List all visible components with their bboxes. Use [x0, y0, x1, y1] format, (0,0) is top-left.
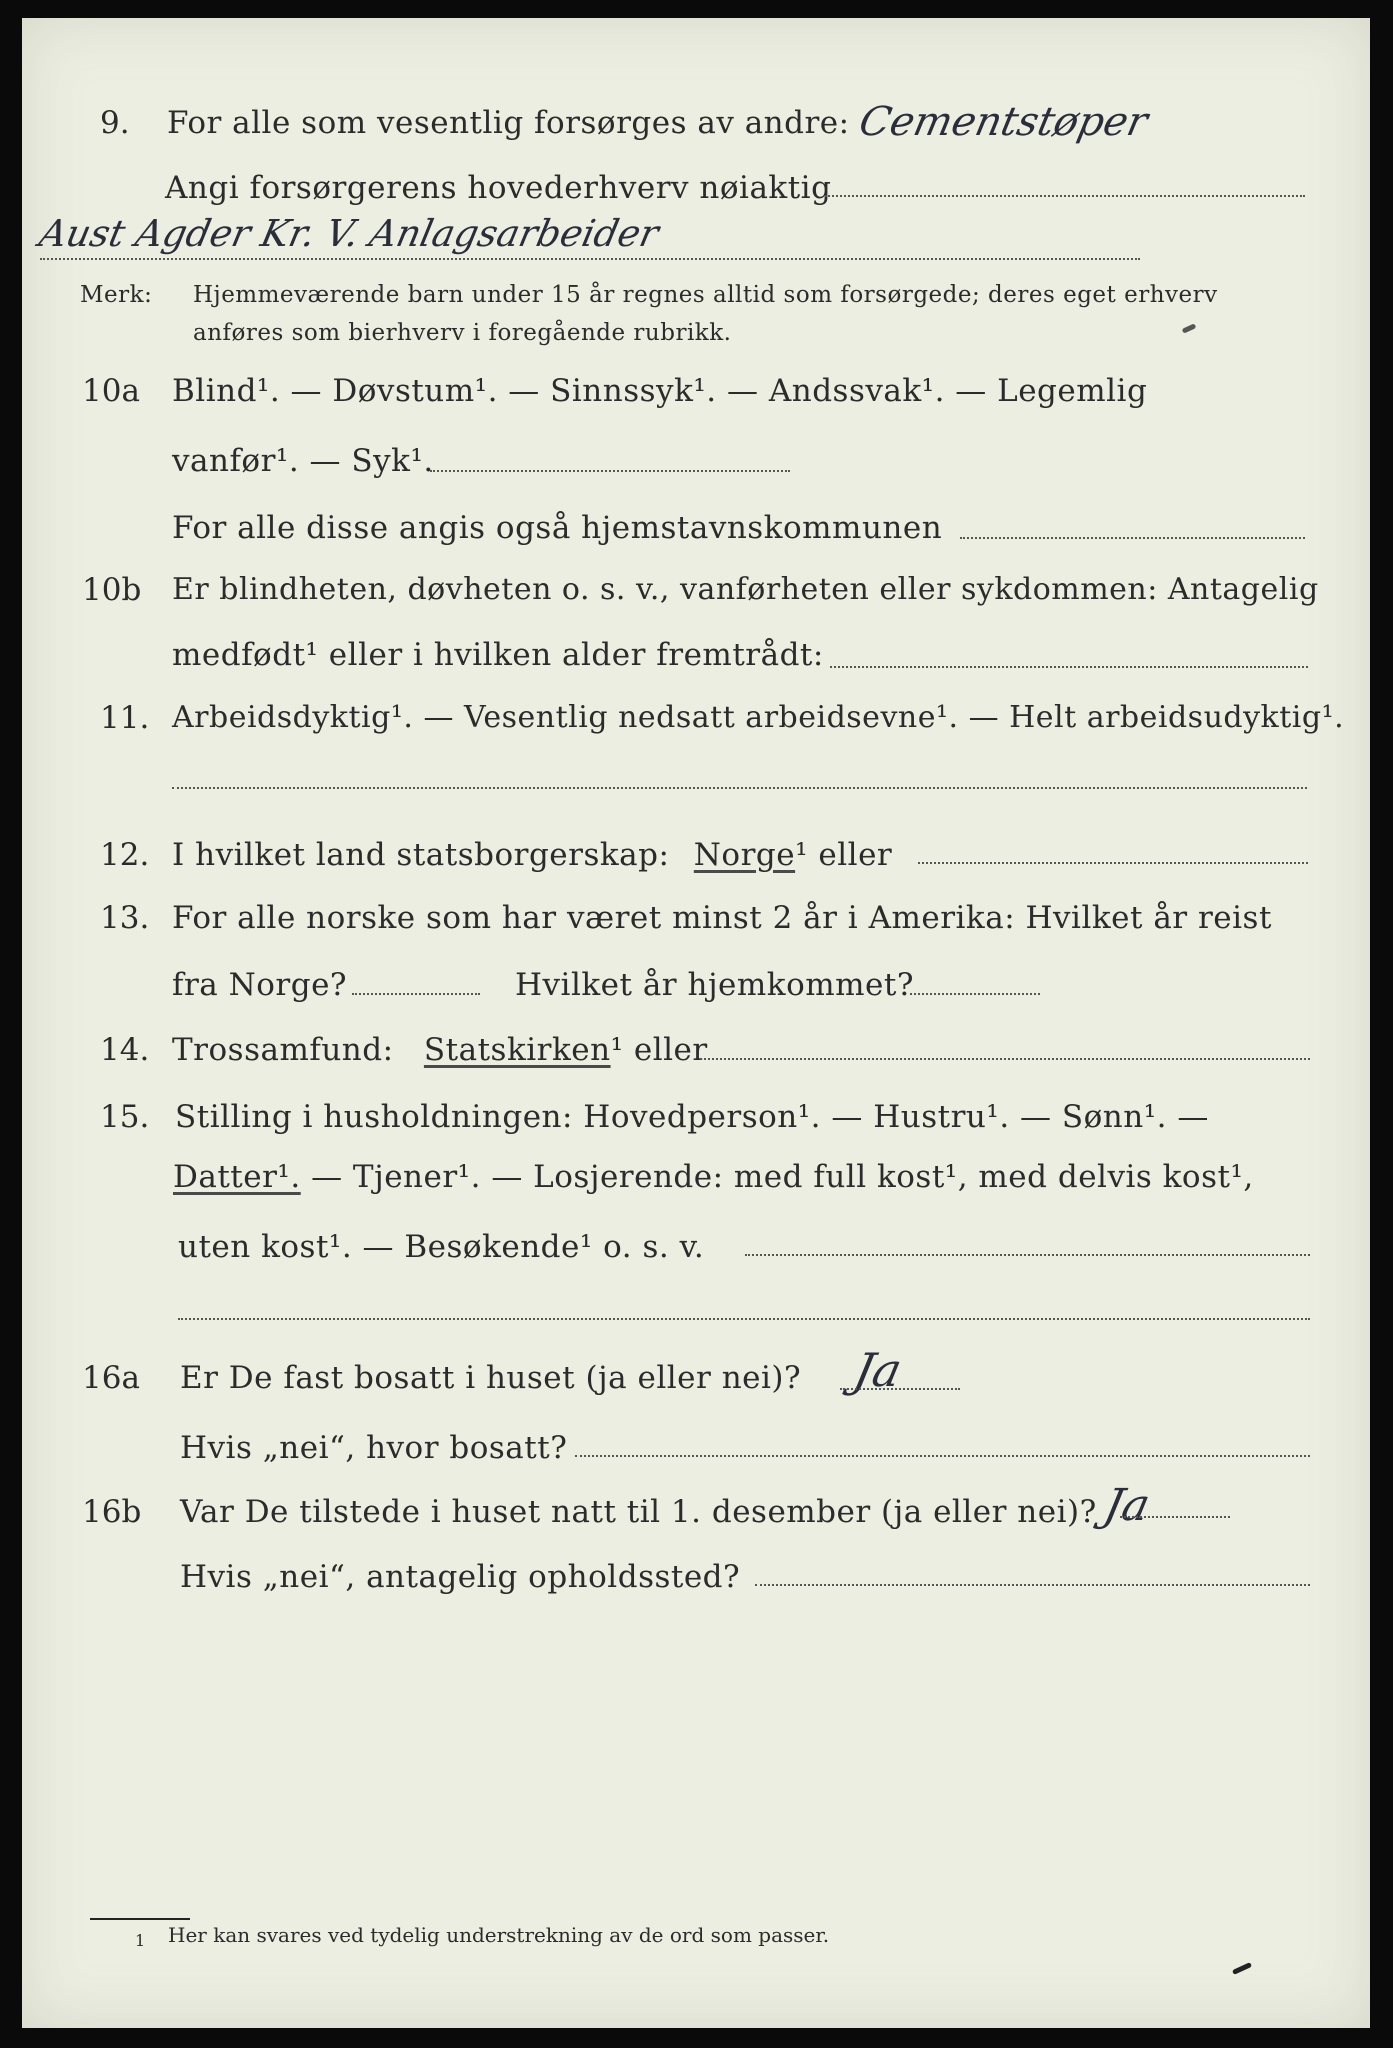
q16b-number: 16b	[82, 1494, 142, 1530]
merk-line1: Hjemmeværende barn under 15 år regnes alltid som forsørgede; deres eget erhverv	[193, 282, 1218, 308]
q16b-line2: Hvis „nei“, antagelig opholdssted?	[180, 1559, 741, 1595]
q16a-answer-line	[840, 1388, 960, 1390]
q10a-home-line[interactable]	[960, 537, 1305, 539]
q11-line1: Arbeidsdyktig¹. — Vesentlig nedsatt arbeidsevne¹. — Helt arbeidsudyktig¹.	[172, 700, 1345, 735]
q12-pre: I hvilket land statsborgerskap:	[172, 837, 670, 873]
q16b-where-line[interactable]	[755, 1584, 1310, 1586]
merk-label: Merk:	[80, 282, 153, 308]
q16b-answer-line	[1120, 1516, 1230, 1518]
q15-underlined-datter[interactable]: Datter¹.	[173, 1159, 301, 1195]
q15-line2-rest: — Tjener¹. — Losjerende: med full kost¹, med delvis kost¹,	[311, 1159, 1254, 1195]
q9-answer-location[interactable]: Aust Agder Kr. V. Anlagsarbeider	[35, 212, 663, 255]
q16a-answer[interactable]: Ja	[849, 1343, 907, 1397]
q15-line1: Stilling i husholdningen: Hovedperson¹. — Hustru¹. — Sønn¹. —	[175, 1099, 1209, 1135]
q9-line2: Angi forsørgerens hovederhverv nøiaktig	[165, 170, 832, 206]
q10a-number: 10a	[82, 373, 140, 409]
q14-pre: Trossamfund:	[172, 1032, 394, 1068]
q13-left-line[interactable]	[352, 993, 480, 995]
q12-number: 12.	[100, 837, 150, 873]
q13-line1: For alle norske som har været minst 2 år i Amerika: Hvilket år reist	[172, 900, 1272, 936]
q10a-line3: For alle disse angis også hjemstavnskommunen	[172, 510, 943, 546]
q10a-answer-line[interactable]	[430, 470, 790, 472]
merk-line2: anføres som bierhverv i foregående rubrikk.	[193, 320, 732, 346]
q14-line	[172, 1030, 708, 1070]
q16a-where-line[interactable]	[575, 1455, 1310, 1457]
q11-answer-line[interactable]	[172, 787, 1307, 789]
q16b-line1: Var De tilstede i huset natt til 1. desember (ja eller nei)?	[180, 1494, 1097, 1530]
q12-underlined-norge[interactable]: Norge	[693, 837, 796, 873]
q9-number: 9.	[100, 105, 130, 141]
q10b-answer-line[interactable]	[830, 666, 1308, 668]
q13-line2b: Hvilket år hjemkommet?	[515, 967, 914, 1003]
q16a-line2: Hvis „nei“, hvor bosatt?	[180, 1430, 568, 1466]
q13-number: 13.	[100, 900, 150, 936]
q13-return-line[interactable]	[910, 993, 1040, 995]
footnote-mark: 1	[135, 1931, 146, 1950]
q12-answer-line[interactable]	[918, 862, 1308, 864]
q10b-line2: medfødt¹ eller i hvilken alder fremtrådt:	[172, 637, 824, 673]
footnote-text: Her kan svares ved tydelig understrekning av de ord som passer.	[168, 1923, 830, 1947]
q15-line3: uten kost¹. — Besøkende¹ o. s. v.	[178, 1229, 705, 1265]
q15-answer-line[interactable]	[745, 1254, 1310, 1256]
q16b-answer[interactable]: Ja	[1099, 1480, 1155, 1531]
q14-post: ¹ eller	[610, 1032, 708, 1068]
q15-number: 15.	[100, 1099, 150, 1135]
q16a-line1: Er De fast bosatt i huset (ja eller nei)?	[180, 1360, 802, 1396]
q12-post: ¹ eller	[795, 837, 893, 873]
q13-line2a: fra Norge?	[172, 967, 348, 1003]
q9-answer-occupation[interactable]: Cementstøper	[855, 99, 1152, 145]
q9-line1: For alle som vesentlig forsørges av andre:	[167, 105, 850, 141]
q15-line2	[173, 1157, 1254, 1197]
q16a-number: 16a	[82, 1360, 140, 1396]
q14-answer-line[interactable]	[700, 1058, 1310, 1060]
q15-answer-line2[interactable]	[178, 1318, 1310, 1320]
footnote-rule	[90, 1918, 190, 1920]
q11-number: 11.	[100, 700, 150, 736]
q14-underlined-statskirken[interactable]: Statskirken	[423, 1032, 611, 1068]
q10a-line1: Blind¹. — Døvstum¹. — Sinnssyk¹. — Andssvak¹. — Legemlig	[172, 373, 1148, 409]
q12-line	[172, 835, 892, 875]
q10b-line1: Er blindheten, døvheten o. s. v., vanførheten eller sykdommen: Antagelig	[172, 572, 1319, 607]
q10a-line2: vanfør¹. — Syk¹.	[172, 443, 434, 479]
q9-answer-line	[825, 195, 1305, 197]
q10b-number: 10b	[82, 572, 142, 608]
q9-answer-line2	[40, 258, 1140, 260]
q14-number: 14.	[100, 1032, 150, 1068]
